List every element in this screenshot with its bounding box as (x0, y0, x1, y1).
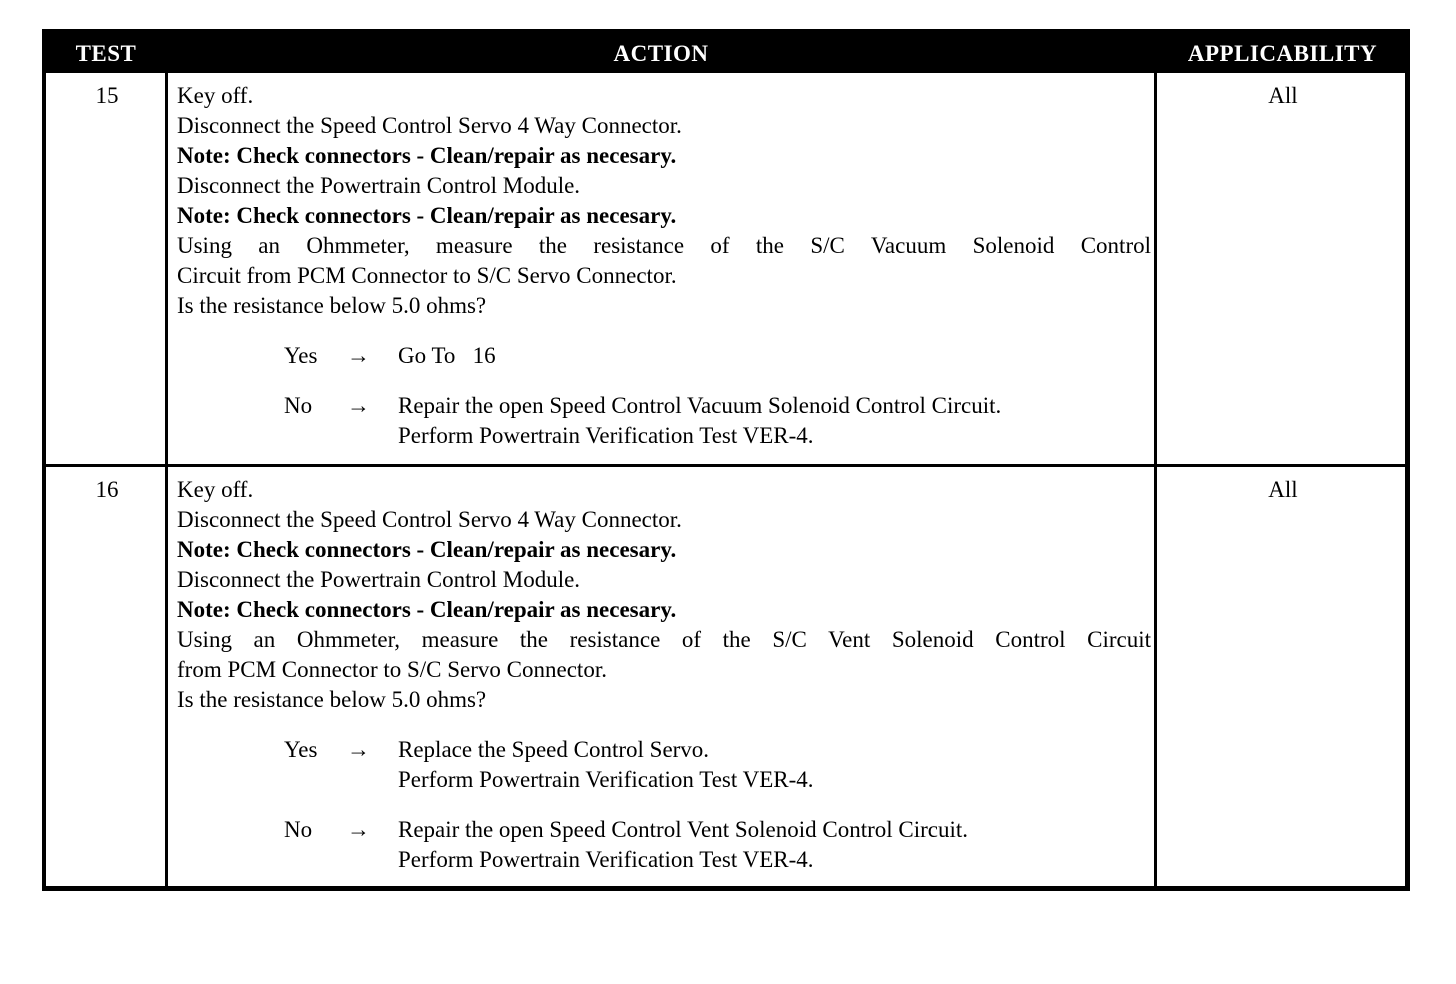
applicability-16: All (1268, 477, 1298, 502)
yes-outcome (177, 735, 1151, 765)
step: Using an Ohmmeter, measure the resistance of the S/C Vent Solenoid Control Circuit (177, 627, 1151, 652)
action-cell-16 (177, 475, 1151, 875)
header-test: TEST (75, 41, 137, 66)
no-label: No (284, 393, 313, 418)
note: Note: Check connectors - Clean/repair as necesary. (177, 537, 677, 562)
right-arrow-icon: → (347, 817, 370, 842)
header-action: ACTION (613, 41, 709, 66)
note: Note: Check connectors - Clean/repair as necesary. (177, 143, 677, 168)
note: Note: Check connectors - Clean/repair as necesary. (177, 597, 677, 622)
no-label: No (284, 817, 313, 842)
table-header-row (46, 33, 1405, 73)
question: Is the resistance below 5.0 ohms? (177, 687, 487, 712)
yes-outcome (177, 341, 1151, 371)
row-divider (46, 464, 1405, 467)
yes-outcome-continued (177, 765, 1151, 795)
no-outcome-continued (177, 421, 1151, 451)
test-number-16: 16 (95, 477, 119, 502)
right-arrow-icon: → (347, 343, 370, 368)
question: Is the resistance below 5.0 ohms? (177, 293, 487, 318)
no-outcome (177, 391, 1151, 421)
applicability-15: All (1268, 83, 1298, 108)
no-action-line-2: Perform Powertrain Verification Test VER-4. (398, 423, 814, 448)
yes-action: Replace the Speed Control Servo. (398, 737, 710, 762)
step: Key off. (177, 477, 254, 502)
no-outcome-continued (177, 845, 1151, 875)
column-divider-test-action (165, 33, 168, 886)
yes-action: Go To 16 (398, 343, 496, 368)
step: Disconnect the Powertrain Control Module. (177, 173, 581, 198)
yes-action-line-2: Perform Powertrain Verification Test VER-4. (398, 767, 814, 792)
no-action: Repair the open Speed Control Vent Solenoid Control Circuit. (398, 817, 969, 842)
header-applicability: APPLICABILITY (1187, 41, 1378, 66)
yes-label: Yes (284, 343, 318, 368)
note: Note: Check connectors - Clean/repair as necesary. (177, 203, 677, 228)
diagnostic-table (42, 29, 1410, 891)
step: Using an Ohmmeter, measure the resistance of the S/C Vacuum Solenoid Control (177, 233, 1151, 258)
no-outcome (177, 815, 1151, 845)
action-cell-15 (177, 81, 1151, 451)
step: from PCM Connector to S/C Servo Connector. (177, 657, 607, 682)
step: Disconnect the Speed Control Servo 4 Way Connector. (177, 113, 682, 138)
test-number-15: 15 (95, 83, 119, 108)
column-divider-action-applicability (1154, 33, 1157, 886)
step: Circuit from PCM Connector to S/C Servo Connector. (177, 263, 677, 288)
step: Key off. (177, 83, 254, 108)
right-arrow-icon: → (347, 393, 370, 418)
right-arrow-icon: → (347, 737, 370, 762)
step: Disconnect the Powertrain Control Module. (177, 567, 581, 592)
no-action: Repair the open Speed Control Vacuum Solenoid Control Circuit. (398, 393, 1002, 418)
step: Disconnect the Speed Control Servo 4 Way Connector. (177, 507, 682, 532)
yes-label: Yes (284, 737, 318, 762)
no-action-line-2: Perform Powertrain Verification Test VER-4. (398, 847, 814, 872)
